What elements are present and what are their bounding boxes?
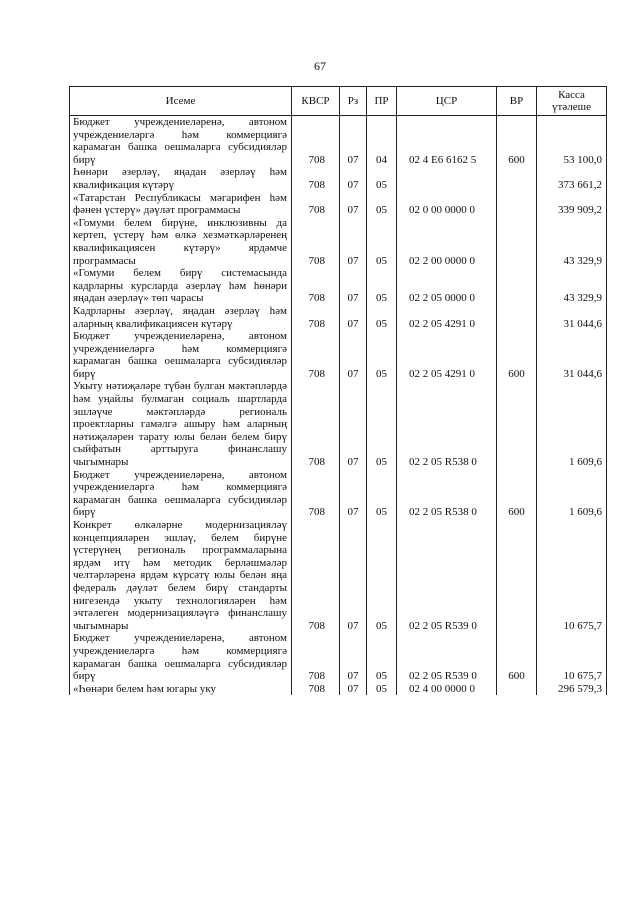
cell-pr: 05 [367,380,397,468]
table-row [70,217,607,267]
cell-rz: 07 [340,267,367,305]
header-vr: ВР [497,87,537,116]
cell-csr: 02 2 05 R538 0 [397,469,497,519]
cell-kvsr: 708 [292,519,340,632]
cell-kvsr: 708 [292,217,340,267]
cell-amount: 10 675,7 [537,519,607,632]
cell-vr [497,217,537,267]
cell-vr: 600 [497,330,537,380]
table-header-row [70,87,607,116]
page-number: 67 [314,59,326,73]
header-name: Исеме [70,87,292,116]
cell-csr: 02 2 05 0000 0 [397,267,497,305]
cell-pr: 05 [367,330,397,380]
cell-name: Конкрет өлкәләрне модернизацияләү концепцияләрен эшләү, белем бирүне үстерүнең региональ программаларына ярдәм итү һәм методик берләшмәләр челтәрләренә ярдәм күрсәтү юлы белән яңа федераль дәүләт белем бирү стандарты нигезендә укыту технологияләрен һәм эчтәлеген модернизацияләүгә финанслашу чыгымнары [70,519,292,632]
table-row [70,469,607,519]
header-rz: Рз [340,87,367,116]
cell-vr: 600 [497,469,537,519]
cell-amount: 1 609,6 [537,469,607,519]
cell-vr [497,192,537,217]
header-kassa: Касса үтәлеше [537,87,607,116]
cell-kvsr: 708 [292,305,340,330]
cell-pr: 05 [367,632,397,682]
cell-vr [497,267,537,305]
cell-amount: 43 329,9 [537,267,607,305]
cell-rz: 07 [340,192,367,217]
cell-pr: 05 [367,519,397,632]
cell-rz: 07 [340,683,367,696]
cell-name: Укыту нәтиҗәләре түбән булган мәктәпләрдә һәм уңайлы булмаган социаль шартларда эшләүче мәктәпләрдә региональ проектларны гамәлгә ашыру һәм аларның нәтиҗәләрен тарату юлы белән белем бирү сыйфатын арттыруга финанслашу чыгымнары [70,380,292,468]
cell-kvsr: 708 [292,330,340,380]
table-row [70,330,607,380]
cell-csr: 02 2 05 R539 0 [397,519,497,632]
cell-csr: 02 4 00 0000 0 [397,683,497,696]
cell-kvsr: 708 [292,116,340,167]
cell-amount: 1 609,6 [537,380,607,468]
cell-amount: 31 044,6 [537,305,607,330]
cell-vr [497,166,537,191]
cell-kvsr: 708 [292,267,340,305]
cell-amount: 10 675,7 [537,632,607,682]
cell-pr: 05 [367,217,397,267]
cell-pr: 05 [367,469,397,519]
cell-csr: 02 0 00 0000 0 [397,192,497,217]
cell-rz: 07 [340,166,367,191]
cell-pr: 04 [367,116,397,167]
cell-rz: 07 [340,217,367,267]
cell-amount: 339 909,2 [537,192,607,217]
table-row [70,267,607,305]
cell-rz: 07 [340,116,367,167]
table-row [70,116,607,167]
table-row [70,166,607,191]
cell-csr: 02 2 00 0000 0 [397,217,497,267]
cell-name: «Гомуми белем бирүне, инклюзивны да кертеп, үстерү һәм өлкә хезмәткәрләренең квалификациясен күтәрү» ярдәмче программасы [70,217,292,267]
cell-name: Бюджет учреждениеләренә, автоном учреждениеләргә һәм коммерциягә карамаган башка оешмаларга субсидияләр бирү [70,116,292,167]
cell-kvsr: 708 [292,683,340,696]
table-row [70,632,607,682]
cell-csr [397,166,497,191]
cell-rz: 07 [340,305,367,330]
cell-pr: 05 [367,267,397,305]
cell-name: «Гомуми белем бирү системасында кадрларны курсларда әзерләү һәм һөнәри яңадан әзерләү» төп чарасы [70,267,292,305]
header-kvsr: КВСР [292,87,340,116]
cell-rz: 07 [340,330,367,380]
cell-vr [497,683,537,696]
cell-kvsr: 708 [292,380,340,468]
cell-rz: 07 [340,469,367,519]
cell-name: «Һөнәри белем һәм югары уку [70,683,292,696]
cell-kvsr: 708 [292,469,340,519]
cell-csr: 02 2 05 R538 0 [397,380,497,468]
table-row [70,683,607,696]
cell-csr: 02 2 05 4291 0 [397,305,497,330]
cell-rz: 07 [340,632,367,682]
cell-name: Һөнәри әзерләү, яңадан әзерләү һәм квалификация күтәрү [70,166,292,191]
cell-pr: 05 [367,683,397,696]
cell-kvsr: 708 [292,166,340,191]
cell-vr [497,305,537,330]
table-body [70,116,607,696]
cell-csr: 02 2 05 4291 0 [397,330,497,380]
cell-name: Бюджет учреждениеләренә, автоном учреждениеләргә һәм коммерциягә карамаган башка оешмаларга субсидияләр бирү [70,469,292,519]
table-row [70,519,607,632]
cell-name: Бюджет учреждениеләренә, автоном учреждениеләргә һәм коммерциягә карамаган башка оешмаларга субсидияләр бирү [70,330,292,380]
cell-rz: 07 [340,380,367,468]
header-pr: ПР [367,87,397,116]
cell-name: Кадрларны әзерләү, яңадан әзерләү һәм аларның квалификациясен күтәрү [70,305,292,330]
table-row [70,380,607,468]
cell-amount: 31 044,6 [537,330,607,380]
table-row [70,305,607,330]
cell-csr: 02 2 05 R539 0 [397,632,497,682]
cell-amount: 296 579,3 [537,683,607,696]
table-row [70,192,607,217]
cell-amount: 43 329,9 [537,217,607,267]
cell-csr: 02 4 Е6 6162 5 [397,116,497,167]
cell-amount: 53 100,0 [537,116,607,167]
cell-name: Бюджет учреждениеләренә, автоном учреждениеләргә һәм коммерциягә карамаган башка оешмаларга субсидияләр бирү [70,632,292,682]
cell-kvsr: 708 [292,192,340,217]
cell-rz: 07 [340,519,367,632]
cell-pr: 05 [367,166,397,191]
cell-name: «Татарстан Республикасы мәгарифен һәм фәнен үстерү» дәүләт программасы [70,192,292,217]
header-csr: ЦСР [397,87,497,116]
cell-vr: 600 [497,632,537,682]
cell-kvsr: 708 [292,632,340,682]
cell-vr [497,380,537,468]
cell-amount: 373 661,2 [537,166,607,191]
cell-vr: 600 [497,116,537,167]
cell-vr [497,519,537,632]
budget-table [69,86,607,695]
cell-pr: 05 [367,305,397,330]
cell-pr: 05 [367,192,397,217]
